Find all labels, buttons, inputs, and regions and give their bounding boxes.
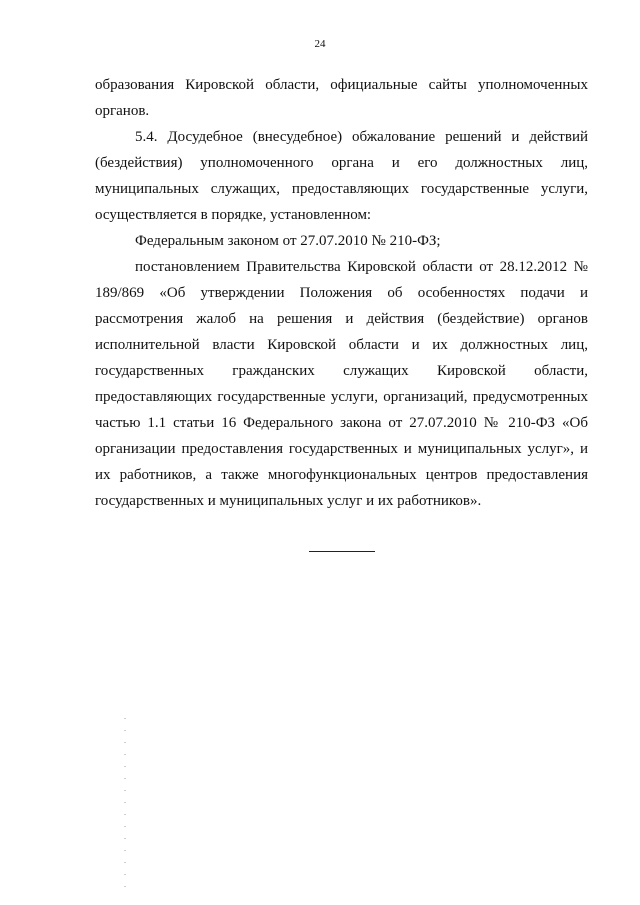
paragraph-continuation: образования Кировской области, официальные сайты уполномоченных органов.	[95, 77, 588, 119]
paragraph-government-resolution: постановлением Правительства Кировской области от 28.12.2012 № 189/869 «Об утверждении Положения об особенностях подачи и рассмотрения жалоб на решения и действия (бездействие) органов исполнительной власти Кировской области и их должностных лиц, государственных гражданских служащих Кировской области, предоставляющих государственные услуги, организаций, предусмотренных частью 1.1 статьи 16 Федерального закона от 27.07.2010 № 210-ФЗ «Об организации предоставления государственных и муниципальных услуг», и их работников, а также многофункциональных центров предоставления государственных и муниципальных услуг и их работников».	[95, 259, 588, 509]
closing-divider	[309, 551, 375, 552]
page-number: 24	[314, 38, 326, 50]
paragraph-section-5-4: 5.4. Досудебное (внесудебное) обжалование решений и действий (бездействия) уполномоченного органа и его должностных лиц, муниципальных служащих, предоставляющих государственные услуги, осуществляется в порядке, установленном:	[95, 129, 588, 223]
scan-artifact-dots	[124, 718, 126, 888]
paragraph-federal-law: Федеральным законом от 27.07.2010 № 210-ФЗ;	[135, 233, 441, 249]
document-body	[95, 72, 588, 514]
